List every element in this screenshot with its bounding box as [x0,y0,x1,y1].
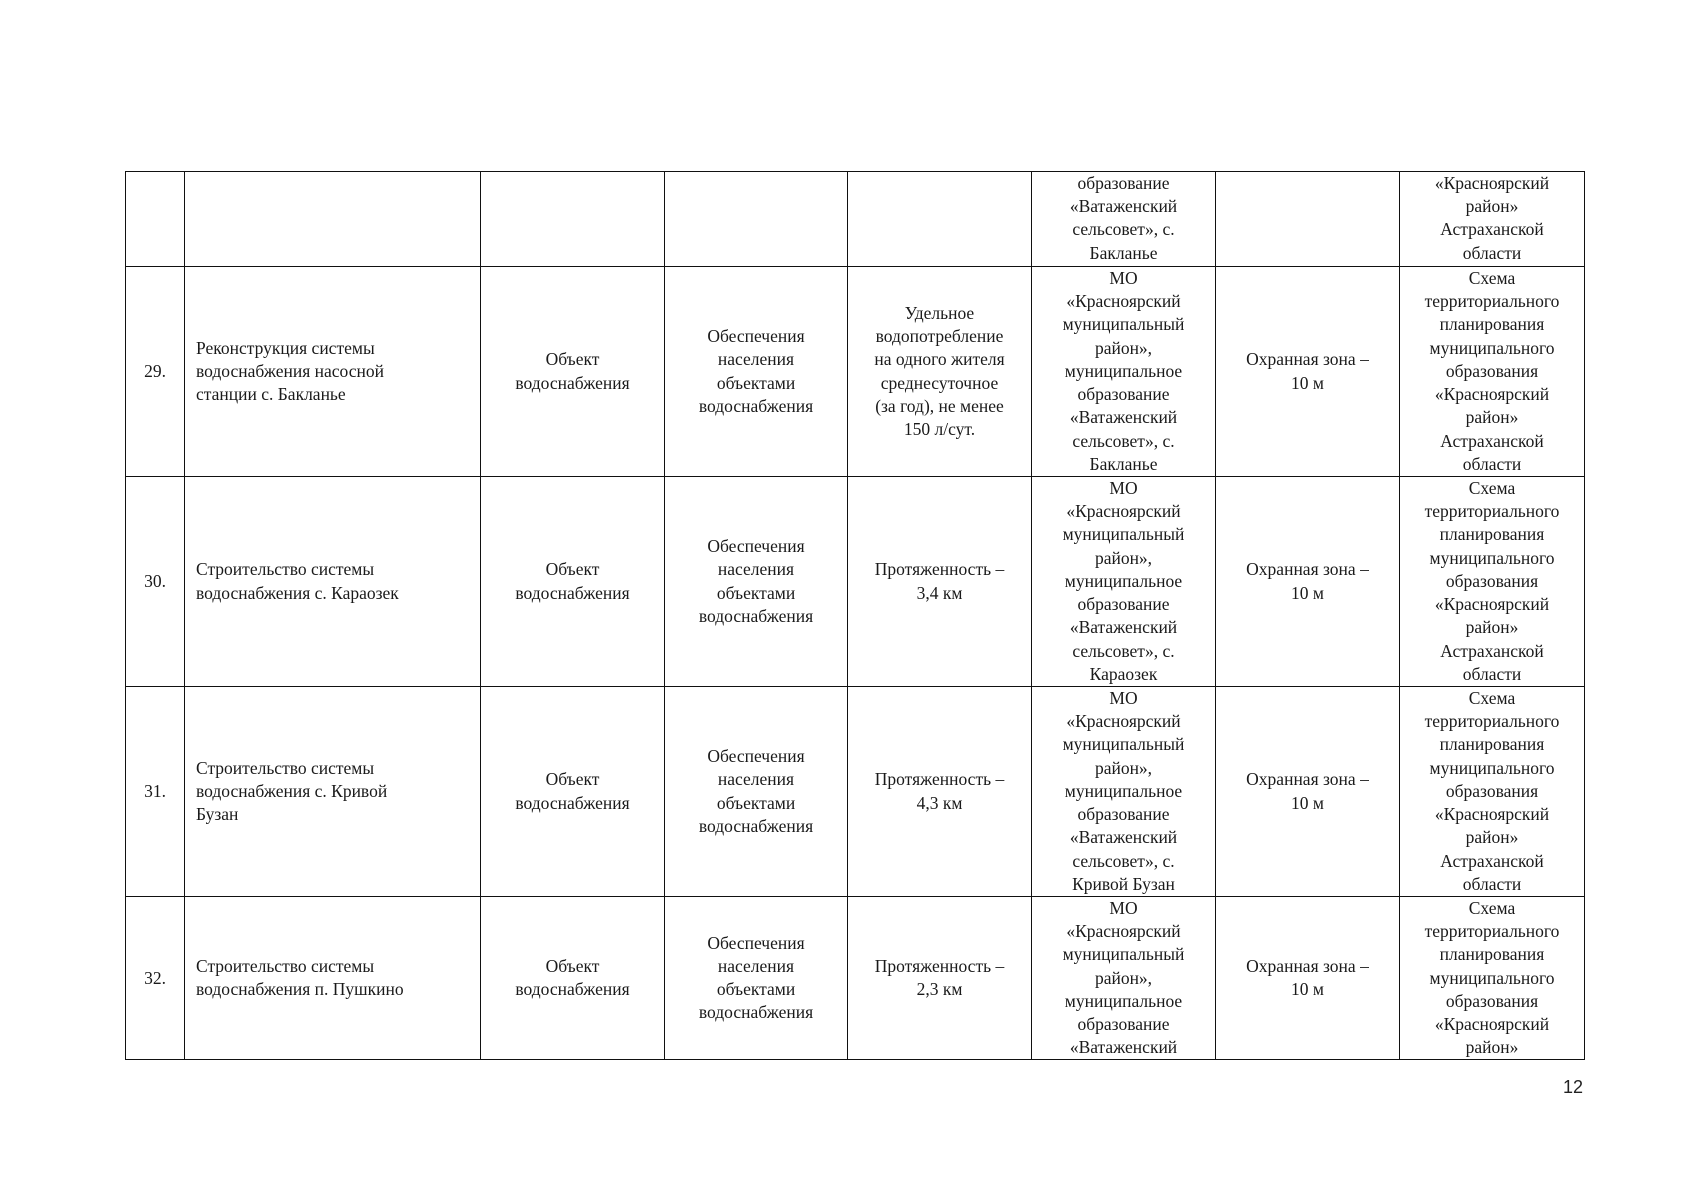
object-type: Объект водоснабжения [481,897,665,1060]
object-characteristics: Удельное водопотребление на одного жителя среднесуточное (за год), не менее 150 л/сут. [848,267,1032,477]
object-purpose: Обеспечения населения объектами водоснабжения [665,897,848,1060]
object-basis: Схема территориального планирования муниципального образования «Красноярский район» Астраханской области [1400,477,1585,687]
object-name: Строительство системы водоснабжения п. Пушкино [185,897,481,1060]
object-basis: Схема территориального планирования муниципального образования «Красноярский район» Астраханской области [1400,267,1585,477]
cell-type [481,172,665,267]
object-zone: Охранная зона – 10 м [1216,267,1400,477]
objects-table [125,171,1585,1060]
row-number: 31. [126,687,185,897]
object-basis: Схема территориального планирования муниципального образования «Красноярский район» [1400,897,1585,1060]
object-location: МО «Красноярский муниципальный район», муниципальное образование «Ватаженский [1032,897,1216,1060]
cell-location [1032,172,1216,267]
object-type: Объект водоснабжения [481,477,665,687]
location-text: образование «Ватаженский сельсовет», с. Бакланье [1069,173,1178,263]
object-location: МО «Красноярский муниципальный район», муниципальное образование «Ватаженский сельсовет», с. Кривой Бузан [1032,687,1216,897]
table-row-continuation [126,172,1585,267]
table-row [126,687,1585,897]
object-name: Строительство системы водоснабжения с. Кривой Бузан [185,687,481,897]
object-purpose: Обеспечения населения объектами водоснабжения [665,267,848,477]
object-type: Объект водоснабжения [481,687,665,897]
object-name: Строительство системы водоснабжения с. Караозек [185,477,481,687]
table-row [126,267,1585,477]
table-row [126,897,1585,1060]
cell-name [185,172,481,267]
object-purpose: Обеспечения населения объектами водоснабжения [665,687,848,897]
object-purpose: Обеспечения населения объектами водоснабжения [665,477,848,687]
cell-num [126,172,185,267]
object-characteristics: Протяженность – 2,3 км [848,897,1032,1060]
object-location: МО «Красноярский муниципальный район», муниципальное образование «Ватаженский сельсовет», с. Бакланье [1032,267,1216,477]
object-location: МО «Красноярский муниципальный район», муниципальное образование «Ватаженский сельсовет», с. Караозек [1032,477,1216,687]
object-name: Реконструкция системы водоснабжения насосной станции с. Бакланье [185,267,481,477]
page-number: 12 [1562,1077,1583,1097]
object-basis: Схема территориального планирования муниципального образования «Красноярский район» Астраханской области [1400,687,1585,897]
object-type: Объект водоснабжения [481,267,665,477]
row-number: 29. [126,267,185,477]
cell-basis [1400,172,1585,267]
cell-purpose [665,172,848,267]
cell-characteristics [848,172,1032,267]
object-characteristics: Протяженность – 4,3 км [848,687,1032,897]
table-row [126,477,1585,687]
row-number: 30. [126,477,185,687]
object-zone: Охранная зона – 10 м [1216,897,1400,1060]
cell-zone [1216,172,1400,267]
object-zone: Охранная зона – 10 м [1216,477,1400,687]
object-characteristics: Протяженность – 3,4 км [848,477,1032,687]
basis-text: «Красноярский район» Астраханской области [1434,173,1550,263]
object-zone: Охранная зона – 10 м [1216,687,1400,897]
row-number: 32. [126,897,185,1060]
